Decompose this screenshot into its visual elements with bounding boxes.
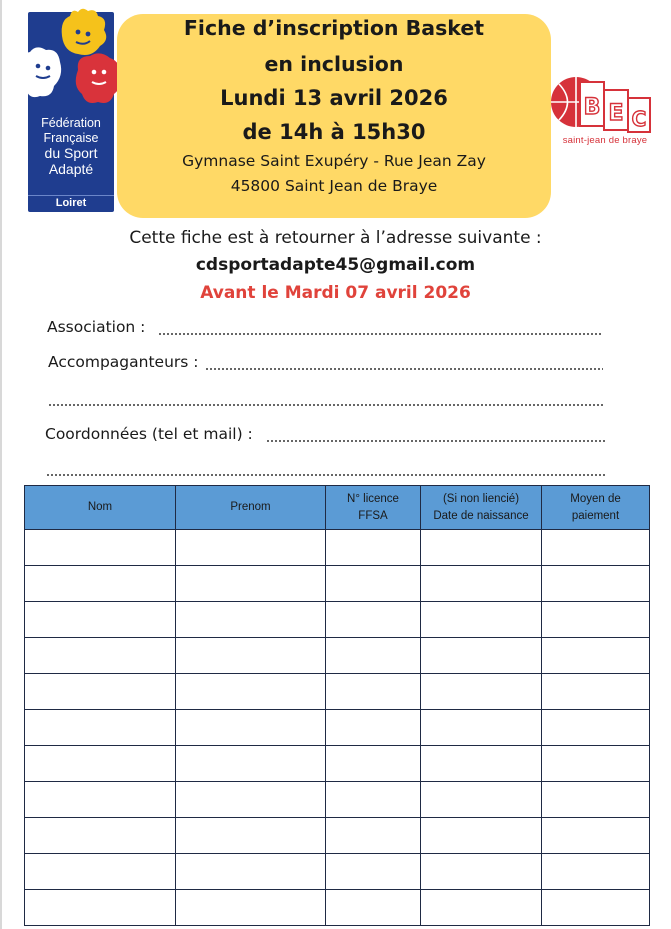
table-cell[interactable] [176,854,326,890]
table-row [25,782,650,818]
table-cell[interactable] [25,746,176,782]
table-cell[interactable] [326,782,421,818]
ffsa-loiret-logo [28,12,114,212]
basketball-bec-icon [550,70,660,136]
ffsa-figures-icon [18,6,126,116]
page-edge [0,0,2,929]
table-row [25,566,650,602]
table-cell[interactable] [176,638,326,674]
table-cell[interactable] [176,818,326,854]
table-cell[interactable] [25,602,176,638]
form-title-line-2: en inclusion [264,52,404,76]
column-header-prenom-text: Prenom [230,501,271,513]
table-header-row [25,486,650,530]
table-cell[interactable] [326,530,421,566]
accompagnateurs-field-line-2[interactable] [48,404,603,406]
table-row [25,530,650,566]
coordonnees-field[interactable] [266,440,606,442]
bec-logo-caption: saint-jean de braye [562,135,648,146]
ffsa-line-2: Française [43,130,99,145]
table-body [25,530,650,926]
svg-text:B: B [583,95,601,120]
column-header-paiement-text-2: paiement [571,509,620,522]
column-header-licence-text-1: N° licence [347,492,399,505]
table-cell[interactable] [421,674,542,710]
table-row [25,818,650,854]
table-cell[interactable] [326,710,421,746]
coordonnees-label: Coordonnées (tel et mail) : [45,425,253,443]
table-cell[interactable] [542,782,650,818]
ffsa-logo-subtitle: Loiret [55,197,87,209]
table-cell[interactable] [326,674,421,710]
table-cell[interactable] [542,566,650,602]
table-cell[interactable] [25,710,176,746]
column-header-date-text-2: Date de naissance [433,509,529,522]
table-row [25,638,650,674]
table-cell[interactable] [421,638,542,674]
return-email: cdsportadapte45@gmail.com [195,255,476,275]
ffsa-line-1: Fédération [41,116,101,130]
table-cell[interactable] [25,638,176,674]
table-row [25,746,650,782]
ffsa-line-3: du Sport [44,145,98,161]
accompagnateurs-field[interactable] [205,368,603,370]
ffsa-logo-divider [28,195,114,196]
table-cell[interactable] [542,854,650,890]
table-cell[interactable] [25,818,176,854]
table-cell[interactable] [176,530,326,566]
association-field[interactable] [158,333,603,335]
table-cell[interactable] [326,890,421,926]
table-cell[interactable] [421,710,542,746]
table-cell[interactable] [542,890,650,926]
bec-saint-jean-de-braye-logo [550,70,660,150]
table-cell[interactable] [25,530,176,566]
table-cell[interactable] [25,674,176,710]
table-cell[interactable] [176,782,326,818]
table-row [25,854,650,890]
column-header-paiement-text-1: Moyen de [570,492,621,505]
table-row [25,710,650,746]
column-header-licence-text-2: FFSA [358,509,388,522]
association-label: Association : [47,318,146,336]
column-header-date-text-1: (Si non liencié) [442,492,520,505]
table-cell[interactable] [421,746,542,782]
table-cell[interactable] [421,602,542,638]
table-cell[interactable] [542,674,650,710]
coordonnees-field-line-2[interactable] [46,474,606,476]
table-cell[interactable] [326,746,421,782]
column-header-nom-text: Nom [87,501,113,513]
table-cell[interactable] [25,566,176,602]
table-cell[interactable] [326,854,421,890]
event-address-line-1: Gymnase Saint Exupéry - Rue Jean Zay [182,152,486,170]
table-cell[interactable] [176,566,326,602]
table-row [25,674,650,710]
table-cell[interactable] [421,566,542,602]
table-row [25,602,650,638]
table-cell[interactable] [542,602,650,638]
table-cell[interactable] [176,674,326,710]
table-cell[interactable] [25,782,176,818]
table-cell[interactable] [326,602,421,638]
registration-table [24,485,650,926]
table-cell[interactable] [326,818,421,854]
table-cell[interactable] [176,710,326,746]
table-cell[interactable] [421,890,542,926]
svg-text:E: E [608,101,624,126]
return-instruction: Cette fiche est à retourner à l’adresse suivante : [129,228,542,248]
accompagnateurs-label: Accompaganteurs : [48,353,199,371]
column-header-date-naissance [421,486,542,530]
table-cell[interactable] [25,890,176,926]
form-title-line-1: Fiche d’inscription Basket [183,16,485,40]
table-cell[interactable] [542,746,650,782]
table-cell[interactable] [542,530,650,566]
column-header-licence [326,486,421,530]
svg-text:C: C [631,107,647,131]
ffsa-logo-name [28,116,114,177]
table-cell[interactable] [542,638,650,674]
column-header-paiement [542,486,650,530]
table-cell[interactable] [176,602,326,638]
ffsa-line-4: Adapté [48,161,94,177]
table-cell[interactable] [326,638,421,674]
table-cell[interactable] [326,566,421,602]
column-header-prenom [176,486,326,530]
table-row [25,890,650,926]
event-date: Lundi 13 avril 2026 [220,86,448,110]
event-header-box [117,14,551,218]
table-cell[interactable] [421,530,542,566]
table-cell[interactable] [25,854,176,890]
event-time: de 14h à 15h30 [242,120,426,144]
table-cell[interactable] [542,818,650,854]
table-cell[interactable] [176,890,326,926]
table-cell[interactable] [176,746,326,782]
return-deadline: Avant le Mardi 07 avril 2026 [200,283,471,303]
column-header-nom [25,486,176,530]
table-cell[interactable] [542,710,650,746]
table-cell[interactable] [421,854,542,890]
event-address-line-2: 45800 Saint Jean de Braye [230,177,438,195]
table-cell[interactable] [421,782,542,818]
table-cell[interactable] [421,818,542,854]
